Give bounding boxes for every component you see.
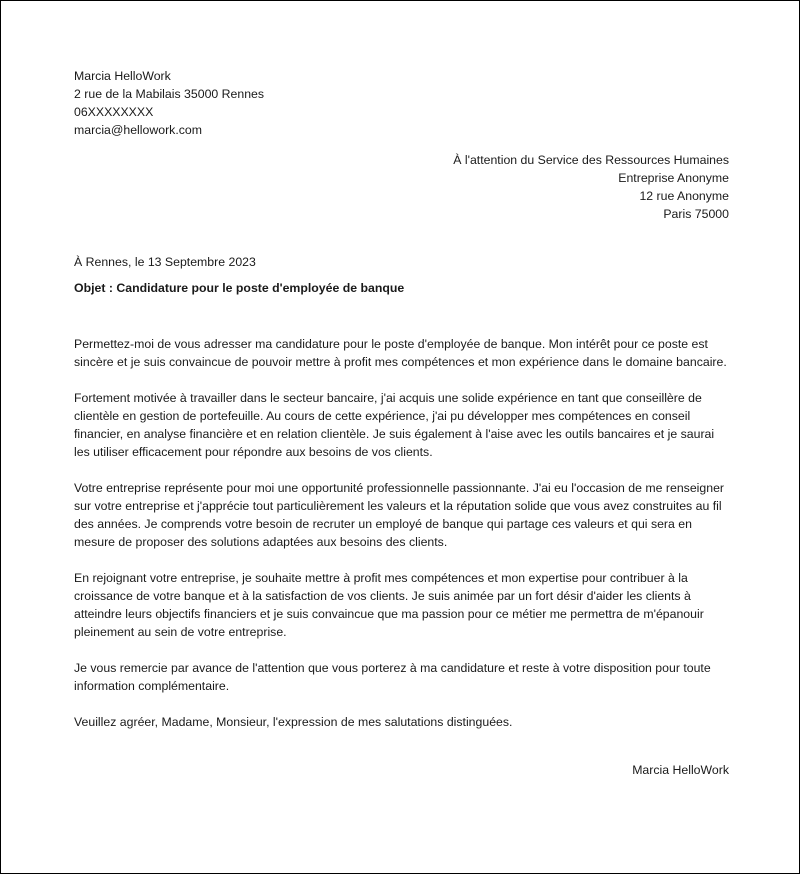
recipient-company: Entreprise Anonyme	[618, 171, 729, 185]
closing-line: Veuillez agréer, Madame, Monsieur, l'expression de mes salutations distinguées.	[74, 715, 513, 729]
body-paragraph: En rejoignant votre entreprise, je souhaite mettre à profit mes compétences et mon expertise pour contribuer à la croissance de votre banque et à la satisfaction de vos clients. Je suis animée par un fort désir d'aider les clients à atteindre leurs objectifs financiers et je suis convaincue que ma passion pour ce métier me permettra de m'épanouir pleinement au sein de votre entreprise.	[74, 571, 704, 639]
sender-email: marcia@hellowork.com	[74, 123, 202, 137]
recipient-attention: À l'attention du Service des Ressources Humaines	[453, 153, 729, 167]
sender-phone: 06XXXXXXXX	[74, 105, 154, 119]
letter-content	[74, 67, 729, 779]
body-paragraph: Fortement motivée à travailler dans le secteur bancaire, j'ai acquis une solide expérience en tant que conseillère de clientèle en gestion de portefeuille. Au cours de cette expérience, j'ai pu développer mes compétences en conseil financier, en analyse financière et en relation clientèle. Je suis également à l'aise avec les outils bancaires et je saurai les utiliser efficacement pour répondre aux besoins de vos clients.	[74, 391, 715, 459]
letter-body	[74, 335, 729, 731]
date-line: À Rennes, le 13 Septembre 2023	[74, 255, 256, 269]
sender-address: 2 rue de la Mabilais 35000 Rennes	[74, 87, 265, 101]
sender-name: Marcia HelloWork	[74, 69, 171, 83]
body-paragraph: Votre entreprise représente pour moi une opportunité professionnelle passionnante. J'ai eu l'occasion de me renseigner sur votre entreprise et j'apprécie tout particulièrement les valeurs et la réputation solide que vous avez construites au fil des années. Je comprends votre besoin de recruter un employé de banque qui partage ces valeurs et qui sera en mesure de proposer des solutions adaptées aux besoins des clients.	[74, 481, 724, 549]
recipient-street: 12 rue Anonyme	[639, 189, 729, 203]
body-paragraph: Je vous remercie par avance de l'attention que vous porterez à ma candidature et reste à votre disposition pour toute information complémentaire.	[74, 661, 711, 693]
body-paragraph: Permettez-moi de vous adresser ma candidature pour le poste d'employée de banque. Mon intérêt pour ce poste est sincère et je suis convaincue de pouvoir mettre à profit mes compétences et mon expérience dans le domaine bancaire.	[74, 337, 727, 369]
signature: Marcia HelloWork	[632, 763, 729, 777]
subject-line: Objet : Candidature pour le poste d'employée de banque	[74, 281, 405, 295]
sender-block	[74, 67, 729, 139]
recipient-block	[74, 151, 729, 223]
recipient-city: Paris 75000	[663, 207, 729, 221]
